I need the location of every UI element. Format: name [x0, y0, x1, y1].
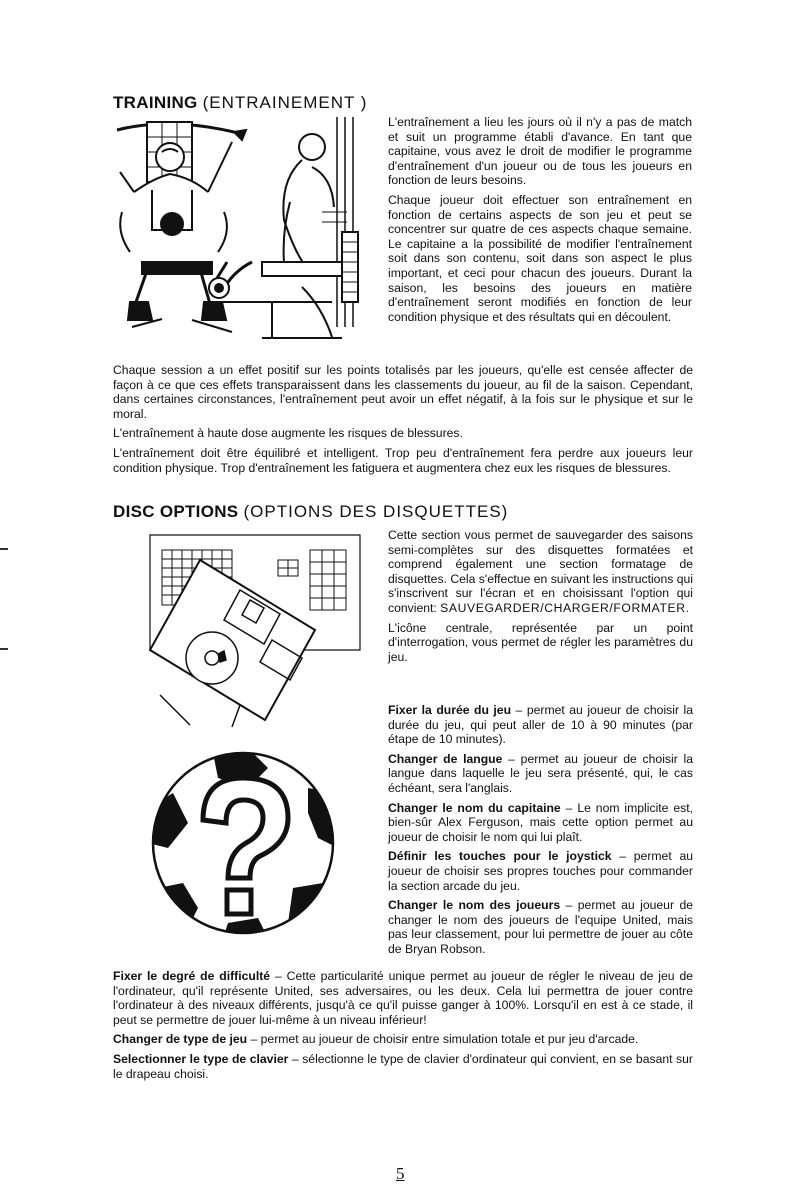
option-item [113, 969, 693, 1027]
option-text: – permet au joueur de choisir la langue dans laquelle le jeu sera présenté, qui, le cas échéant, sera l'anglais. [388, 751, 693, 795]
page-number: 5 [396, 1164, 405, 1183]
disc-intro-caps: SAUVEGARDER/CHARGER/FORMATER. [440, 600, 690, 615]
option-label: Fixer le degré de difficulté [113, 969, 271, 983]
disc-intro-paragraph [388, 528, 693, 616]
option-text: – permet au joueur de choisir la durée du jeu, qui peut aller de 10 à 90 minutes (par étape de 10 minutes). [388, 703, 694, 747]
option-text: – permet au joueur de choisir ses propres touches pour commander la section arcade du jeu. [388, 849, 693, 893]
option-item [388, 849, 693, 893]
disk-illustration [140, 530, 370, 730]
training-heading-bold: TRAINING [113, 93, 198, 112]
training-full-paragraph: L'entraînement doit être équilibré et intelligent. Trop peu d'entraînement fera perdre aux joueurs leur condition physique. Trop d'entraînement les fatiguera et augmentera chez eux les risques de blessures. [113, 445, 693, 475]
option-item [388, 752, 693, 796]
option-text: – permet au joueur de choisir entre simulation totale et pur jeu d'arcade. [247, 1032, 639, 1047]
question-ball-icon [148, 748, 338, 938]
disc-options-heading-light: (OPTIONS DES DISQUETTES) [243, 502, 509, 521]
option-item [388, 801, 693, 845]
option-item [113, 1032, 693, 1047]
option-item [388, 898, 693, 956]
option-label: Changer de langue [388, 751, 503, 766]
training-side-paragraph: L'entraînement a lieu les jours où il n'y a pas de match et suit un programme établi d'avance. En tant que capitaine, vous avez le droit de modifier le programme d'entraînement d'un joueur ou de tous les joueurs en fonction de leurs besoins. [388, 115, 692, 188]
option-label: Fixer la durée du jeu [388, 703, 512, 717]
option-label: Selectionner le type de clavier [113, 1051, 289, 1066]
margin-mark [0, 648, 8, 650]
margin-mark [0, 548, 8, 550]
disc-intro-body: Cette section vous permet de sauvegarder des saisons semi-complètes sur des disquettes formatées et comprend également une section formatage de disquettes. Cela s'effectue en suivant les instructions qui s'inscrivent sur l'écran et en choisissant l'option qui convient: [388, 528, 693, 615]
training-full-text [113, 363, 693, 475]
training-heading [113, 93, 367, 113]
training-heading-light: (ENTRAINEMENT ) [202, 93, 368, 112]
disc-full-items [113, 969, 693, 1086]
option-text: – permet au joueur de changer le nom des joueurs de l'equipe United, mais pas leur classement, pour lui permettre de jouer au côte de Bryan Robson. [388, 898, 694, 956]
training-full-paragraph: Chaque session a un effet positif sur les points totalisés par les joueurs, qu'elle est censée affecter de façon à ce que ces effets transparaissent dans les classements du joueur, au fil de la saison. Cependant, dans certaines circonstances, l'entraînement peut avoir un effet négatif, à la fois sur le physique et sur le moral. [113, 363, 693, 421]
disc-options-heading [113, 502, 508, 522]
option-label: Changer le nom du capitaine [388, 800, 561, 815]
training-full-paragraph: L'entraînement à haute dose augmente les risques de blessures. [113, 426, 463, 441]
option-text: – Cette particularité unique permet au joueur de régler le niveau de jeu de l'ordinateur, qu'il représente United, ses adversaires, ou les deux. Cela lui permettra de jouer contre l'ordinateur à des niveaux différents, jusqu'à ce qu'il puisse ganger à 100%. Lorsqu'il en est à ce stade, il peut se permettre de jouer lui-même à un niveau inférieur! [113, 969, 694, 1027]
option-item [113, 1052, 693, 1081]
disc-icon-paragraph: L'icône centrale, représentée par un point d'interrogation, vous permet de régler les paramètres du jeu. [388, 620, 693, 664]
option-label: Changer le nom des joueurs [388, 898, 561, 913]
training-side-text [388, 115, 692, 324]
option-label: Définir les touches pour le joystick [388, 849, 612, 864]
option-text: – sélectionne le type de clavier d'ordinateur qui convient, en se basant sur le drapeau choisi. [113, 1051, 693, 1081]
option-item [388, 703, 693, 747]
option-label: Changer de type de jeu [113, 1032, 248, 1047]
disc-side-items [388, 703, 693, 962]
training-side-paragraph: Chaque joueur doit effectuer son entraînement en fonction de certains aspects de son jeu et peut se concentrer sur quatre de ces aspects chaque semaine. Le capitaine a la possibilité de modifier l'entraînement soit dans son contenu, soit dans son aspect le plus important, et ceci pour chacun des joueurs. Durant la saison, les besoins des joueurs en matière d'entraînement seront modifiés en fonction de leur condition physique et des résultats qui en découlent. [388, 192, 692, 324]
disc-intro-text [388, 528, 693, 664]
training-illustration [112, 112, 372, 342]
disc-options-heading-bold: DISC OPTIONS [113, 502, 239, 521]
option-text: – Le nom implicite est, bien-sûr Alex Ferguson, mais cette option permet au joueur de choisir le nom qui lui plaît. [388, 800, 694, 844]
